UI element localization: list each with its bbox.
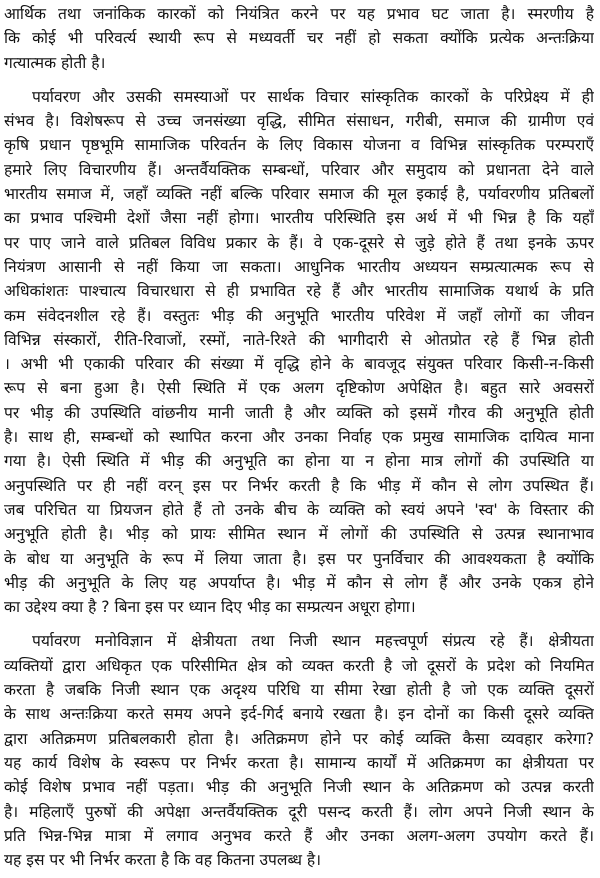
text-line: नियंत्रण आसानी से नहीं किया जा सकता। आधुनिक भारतीय अध्ययन सम्प्रत्यात्मक रूप से bbox=[4, 257, 594, 276]
paragraph-gap bbox=[4, 619, 594, 629]
text-line: संभव है। विशेषरूप से उच्च जनसंख्या वृद्धि, सीमित संसाधन, गरीबी, समाज की ग्रामीण एवं bbox=[4, 112, 594, 131]
text-line: अनुपस्थिति पर ही नहीं वरन् इस पर निर्भर करती है कि भीड़ में कौन से लोग उपस्थित हैं। bbox=[4, 476, 594, 495]
text-line: जब परिचित या प्रियजन होते हैं तो उनके बीच के व्यक्ति को स्वयं अपने 'स्व' के विस्तार की bbox=[4, 500, 594, 519]
text-line: पर भीड़ की उपस्थिति वांछनीय मानी जाती है और व्यक्ति को इसमें गौरव की अनुभूति होती bbox=[4, 403, 594, 422]
paragraph-1 bbox=[4, 2, 594, 75]
paragraph-2 bbox=[4, 85, 594, 620]
text-line: भारतीय समाज में, जहाँ व्यक्ति नहीं बल्कि परिवार समाज की मूल इकाई है, पर्यावरणीय प्रतिबलों bbox=[4, 185, 594, 204]
text-line: आर्थिक तथा जनांकिक कारकों को नियंत्रित करने पर यह प्रभाव घट जाता है। स्मरणीय है bbox=[4, 5, 594, 23]
text-line: विभिन्न संस्कारों, रीति-रिवाजों, रस्मों, नाते-रिश्ते की भागीदारी से ओतप्रोत रहे हैं भिन्न होती bbox=[4, 330, 594, 349]
text-line: प्रति भिन्न-भिन्न मात्रा में लगाव अनुभव करते हैं और उनका अलग-अलग उपयोग करते हैं। bbox=[4, 826, 594, 845]
text-line: कोई विशेष प्रभाव नहीं पड़ता। भीड़ की अनुभूति निजी स्थान के अतिक्रमण को उत्पन्न करती bbox=[4, 778, 594, 797]
text-line: है। महिलाएँ पुरुषों की अपेक्षा अन्तर्वैयक्तिक दूरी पसन्द करती हैं। लोग अपने निजी स्थान के bbox=[4, 802, 594, 821]
text-line: गया है। ऐसी स्थिति में भीड़ की अनुभूति का होना या न होना मात्र लोगों की उपस्थिति या bbox=[4, 452, 594, 471]
text-line: करता है जबकि निजी स्थान एक अदृश्य परिधि या सीमा रेखा होती है जो एक व्यक्ति दूसरों bbox=[4, 681, 594, 700]
text-line: कृषि प्रधान पृष्ठभूमि सामाजिक परिवर्तन के लिए विकास योजना व विभिन्न सांस्कृतिक परम्पराएँ bbox=[4, 136, 594, 155]
text-line: का प्रभाव पश्चिमी देशों जैसा नहीं होगा। भारतीय परिस्थिति इस अर्थ में भी भिन्न है कि यहाँ bbox=[4, 209, 594, 228]
text-line: पर पाए जाने वाले प्रतिबल विविध प्रकार के हैं। वे एक-दूसरे से जुड़े होते हैं तथा इनके ऊपर bbox=[4, 233, 594, 252]
text-line: गत्यात्मक होती है। bbox=[4, 53, 106, 72]
text-line: अनुभूति होती है। भीड़ को प्रायः सीमित स्थान में लोगों की उपस्थिति से उत्पन्न स्थानाभाव bbox=[4, 525, 594, 544]
text-line: के साथ अन्तःक्रिया करते समय अपने इर्द-गिर्द बनाये रखता है। इन दोनों का किसी दूसरे व्यक्ति bbox=[4, 705, 594, 724]
text-line: भीड़ की अनुभूति के लिए यह अपर्याप्त है। भीड़ में कौन से लोग हैं और उनके एकत्र होने bbox=[4, 573, 594, 592]
text-line: द्वारा अतिक्रमण प्रतिबलकारी होता है। अतिक्रमण होने पर कोई व्यक्ति कैसा व्यवहार करेगा? bbox=[4, 729, 594, 748]
text-line: यह इस पर भी निर्भर करता है कि वह कितना उपलब्ध है। bbox=[4, 851, 322, 870]
paragraph-gap bbox=[4, 75, 594, 85]
text-line: अधिकांशतः पाश्चात्य विचारधारा से ही प्रभावित रहे हैं और भारतीय सामाजिक यथार्थ के प्रति bbox=[4, 282, 594, 301]
text-line: । अभी भी एकाकी परिवार की संख्या में वृद्धि होने के बावजूद संयुक्त परिवार किसी-न-किसी bbox=[4, 355, 594, 374]
text-line: के बोध या अनुभूति के रूप में लिया जाता है। इस पर पुनर्विचार की आवश्यकता है क्योंकि bbox=[4, 549, 594, 568]
text-line: यह कार्य विशेष के स्वरूप पर निर्भर करता है। सामान्य कार्यों में अतिक्रमण का क्षेत्रीयता पर bbox=[4, 753, 594, 772]
text-line: पर्यावरण और उसकी समस्याओं पर सार्थक विचार सांस्कृतिक कारकों के परिप्रेक्ष्य में ही bbox=[32, 87, 594, 106]
text-line: रूप से बना हुआ है। ऐसी स्थिति में एक अलग दृष्टिकोण अपेक्षित है। बहुत सारे अवसरों bbox=[4, 379, 594, 398]
text-line: हमारे लिए विचारणीय हैं। अन्तर्वैयक्तिक सम्बन्धों, परिवार और समुदाय को प्रधानता देने वाले bbox=[4, 160, 594, 179]
text-line: का उद्देश्य क्या है ? बिना इस पर ध्यान दिए भीड़ का सम्प्रत्यन अधूरा होगा। bbox=[4, 598, 416, 617]
text-line: पर्यावरण मनोविज्ञान में क्षेत्रीयता तथा निजी स्थान महत्त्वपूर्ण संप्रत्य रहे हैं। क्षेत्रीयता bbox=[32, 632, 594, 651]
text-line: है। साथ ही, सम्बन्धों को स्थापित करना और उनका निर्वाह एक प्रमुख सामाजिक दायित्व माना bbox=[4, 428, 594, 447]
text-line: व्यक्तियों द्वारा अधिकृत एक परिसीमित क्षेत्र को व्यक्त करती है जो दूसरों के प्रदेश को नियमित bbox=[4, 656, 594, 675]
text-line: कि कोई भी परिवर्त्य स्थायी रूप से मध्यवर्ती चर नहीं हो सकता क्योंकि प्रत्येक अन्तःक्रिया bbox=[4, 29, 594, 48]
paragraph-3 bbox=[4, 629, 594, 872]
text-line: कम संवेदनशील रहे हैं। वस्तुतः भीड़ की अनुभूति भारतीय परिवेश में जहाँ लोगों का जीवन bbox=[4, 306, 594, 325]
